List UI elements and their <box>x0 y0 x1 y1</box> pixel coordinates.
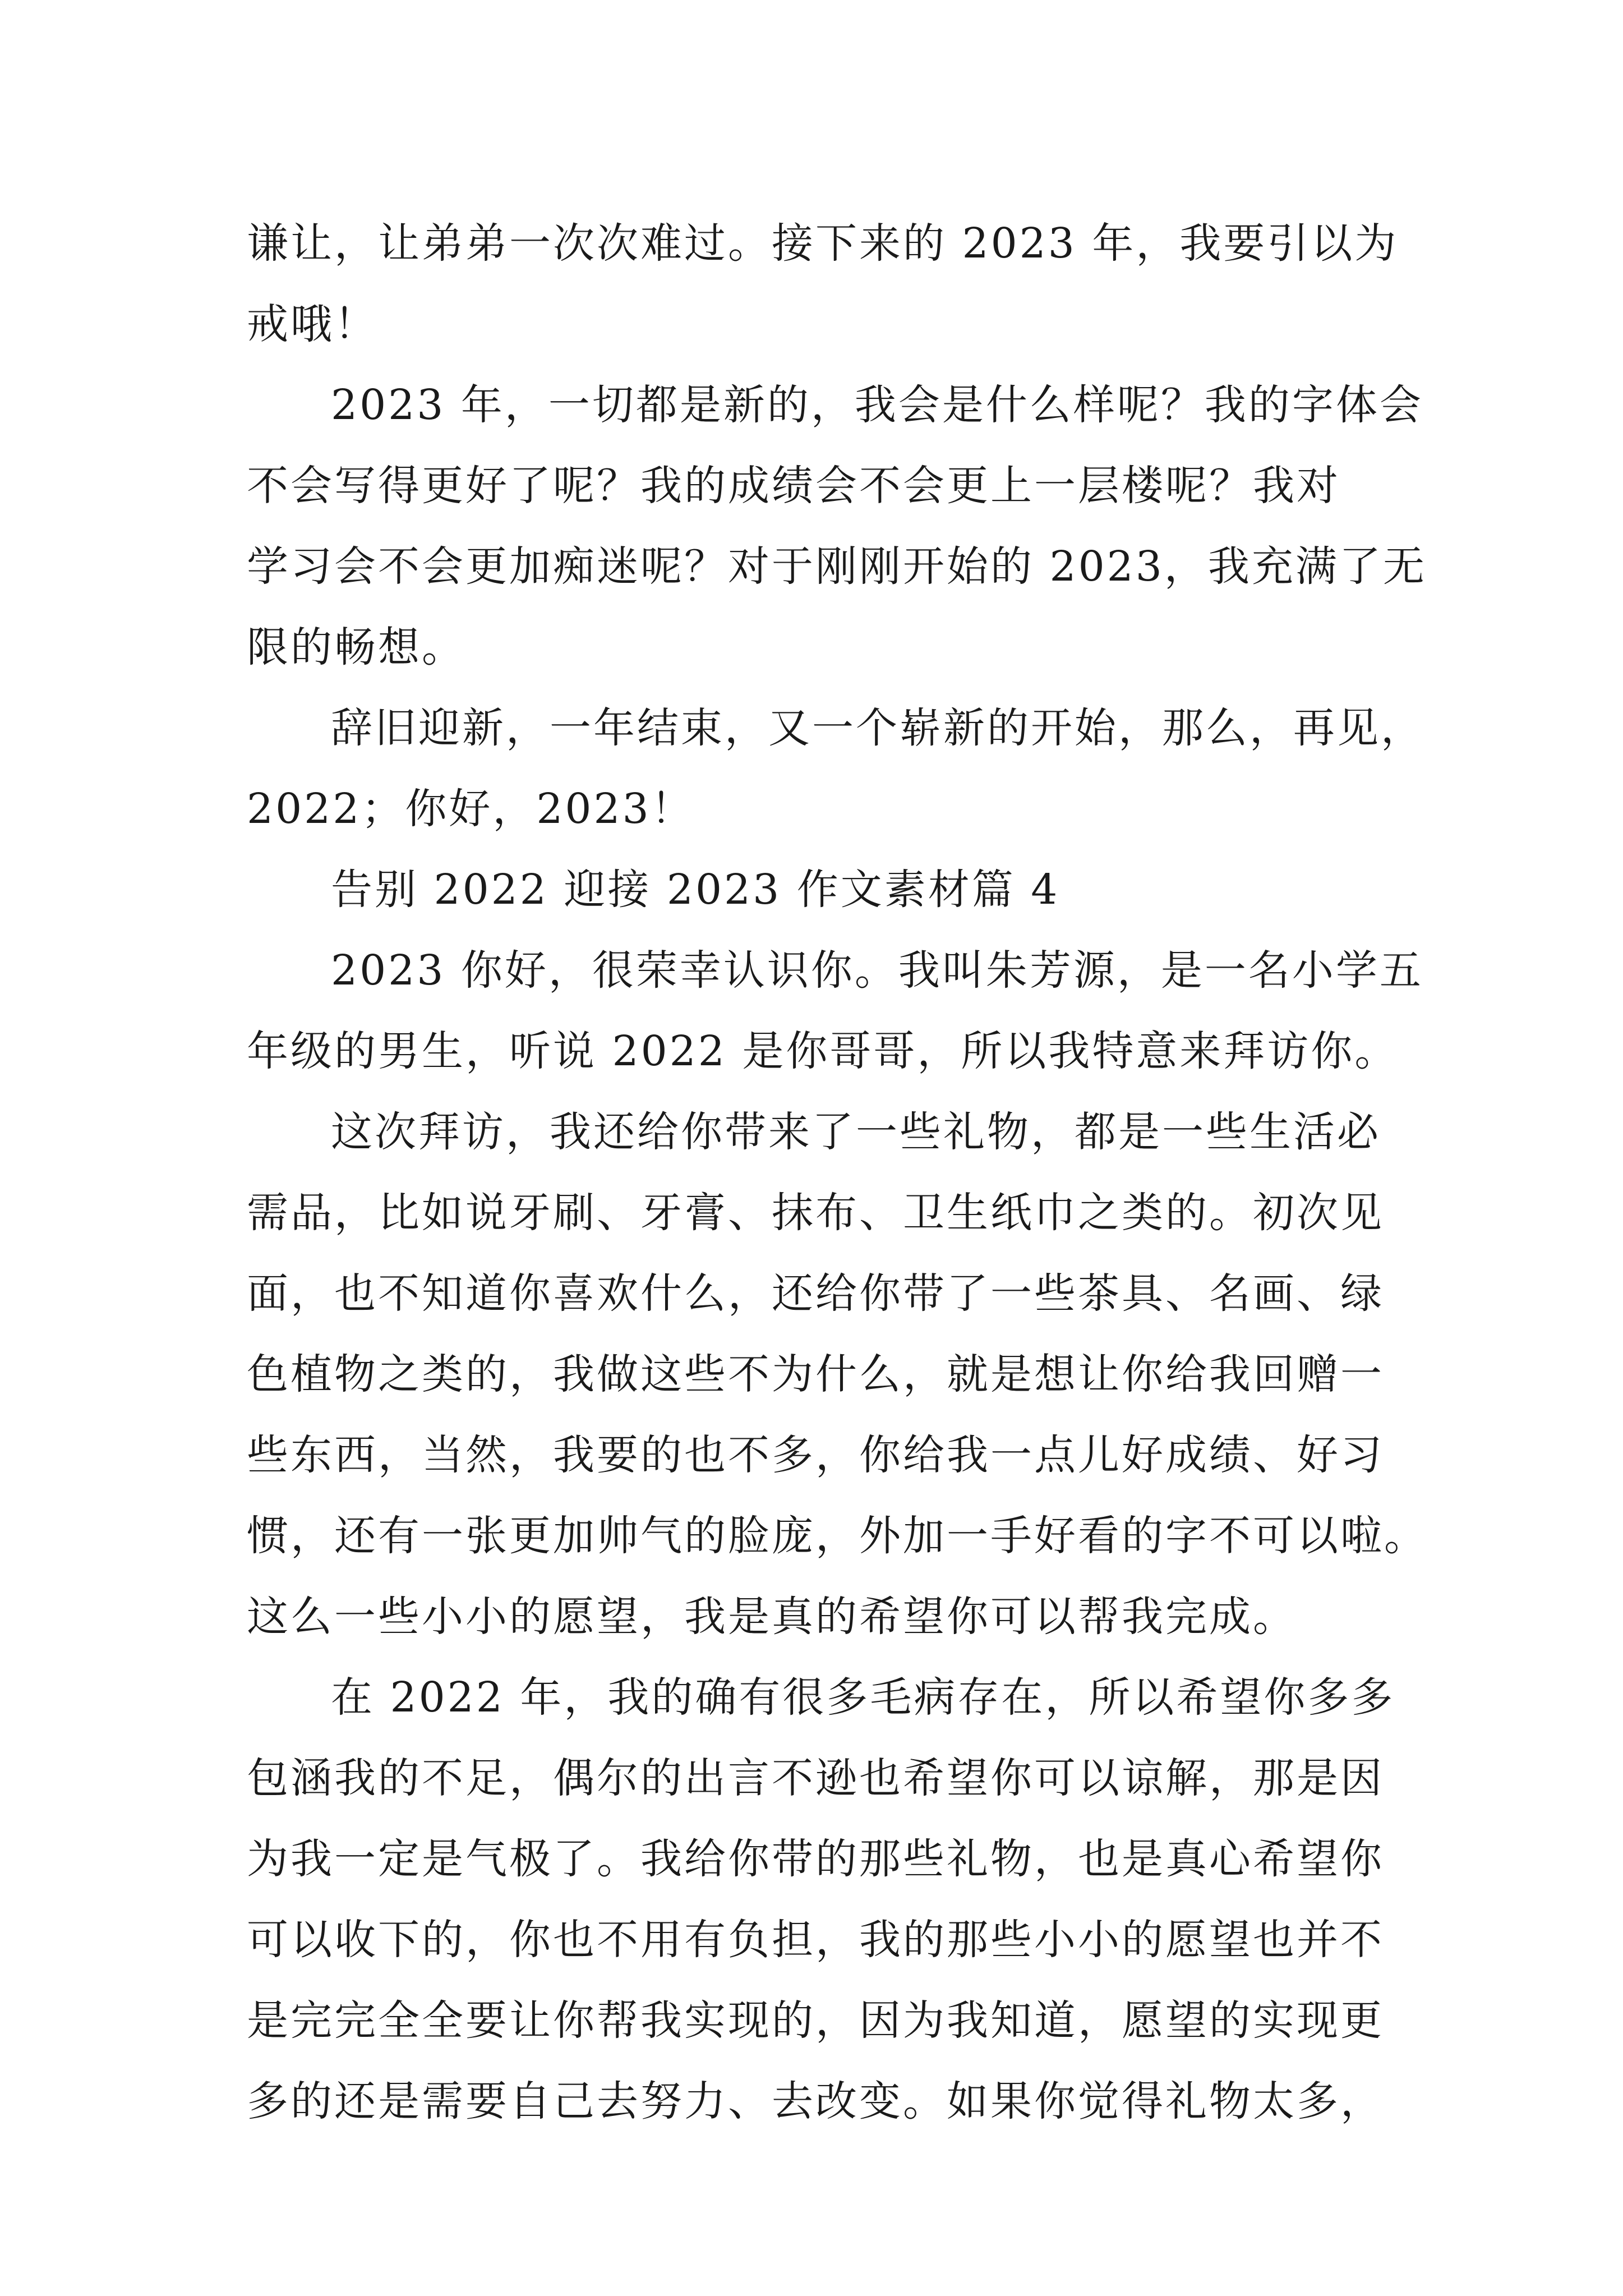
heading-line: 告别 2022 迎接 2023 作文素材篇 4 <box>331 866 1060 914</box>
document-body <box>247 203 1428 2142</box>
text-line: 惯，还有一张更加帅气的脸庞，外加一手好看的字不可以啦。 <box>247 1512 1428 1560</box>
text-line: 辞旧迎新，一年结束，又一个崭新的开始，那么，再见， <box>331 704 1424 752</box>
paragraph <box>247 1092 1428 1657</box>
text-line: 些东西，当然，我要的也不多，你给我一点儿好成绩、好习 <box>247 1431 1384 1479</box>
text-line: 年级的男生，听说 2022 是你哥哥，所以我特意来拜访你。 <box>247 1027 1399 1075</box>
text-line: 这次拜访，我还给你带来了一些礼物，都是一些生活必 <box>331 1108 1381 1156</box>
text-line: 多的还是需要自己去努力、去改变。如果你觉得礼物太多， <box>247 2077 1384 2125</box>
text-line: 包涵我的不足，偶尔的出言不逊也希望你可以谅解，那是因 <box>247 1754 1384 1802</box>
text-line: 在 2022 年，我的确有很多毛病存在，所以希望你多多 <box>331 1673 1395 1722</box>
text-line: 戒哦！ <box>247 300 378 348</box>
text-line: 为我一定是气极了。我给你带的那些礼物，也是真心希望你 <box>247 1835 1384 1883</box>
paragraph <box>247 1657 1395 2142</box>
text-line: 限的畅想。 <box>247 623 465 671</box>
text-line: 这么一些小小的愿望，我是真的希望你可以帮我完成。 <box>247 1593 1297 1641</box>
text-line: 不会写得更好了呢？我的成绩会不会更上一层楼呢？我对 <box>247 462 1340 510</box>
text-line: 2022；你好，2023！ <box>247 785 695 833</box>
paragraph <box>247 365 1427 688</box>
paragraph <box>247 203 1399 365</box>
paragraph <box>247 688 1424 849</box>
text-line: 需品，比如说牙刷、牙膏、抹布、卫生纸巾之类的。初次见 <box>247 1189 1384 1237</box>
text-line: 2023 年，一切都是新的，我会是什么样呢？我的字体会 <box>331 381 1423 429</box>
text-line: 可以收下的，你也不用有负担，我的那些小小的愿望也并不 <box>247 1916 1384 1964</box>
text-line: 2023 你好，很荣幸认识你。我叫朱芳源，是一名小学五 <box>331 946 1423 995</box>
text-line: 色植物之类的，我做这些不为什么，就是想让你给我回赠一 <box>247 1350 1384 1398</box>
section-heading <box>247 849 1391 930</box>
text-line: 谦让，让弟弟一次次难过。接下来的 2023 年，我要引以为 <box>247 219 1399 268</box>
text-line: 面，也不知道你喜欢什么，还给你带了一些茶具、名画、绿 <box>247 1269 1384 1318</box>
text-line: 是完完全全要让你帮我实现的，因为我知道，愿望的实现更 <box>247 1996 1384 2045</box>
text-line: 学习会不会更加痴迷呢？对于刚刚开始的 2023，我充满了无 <box>247 542 1427 591</box>
paragraph <box>247 930 1423 1092</box>
